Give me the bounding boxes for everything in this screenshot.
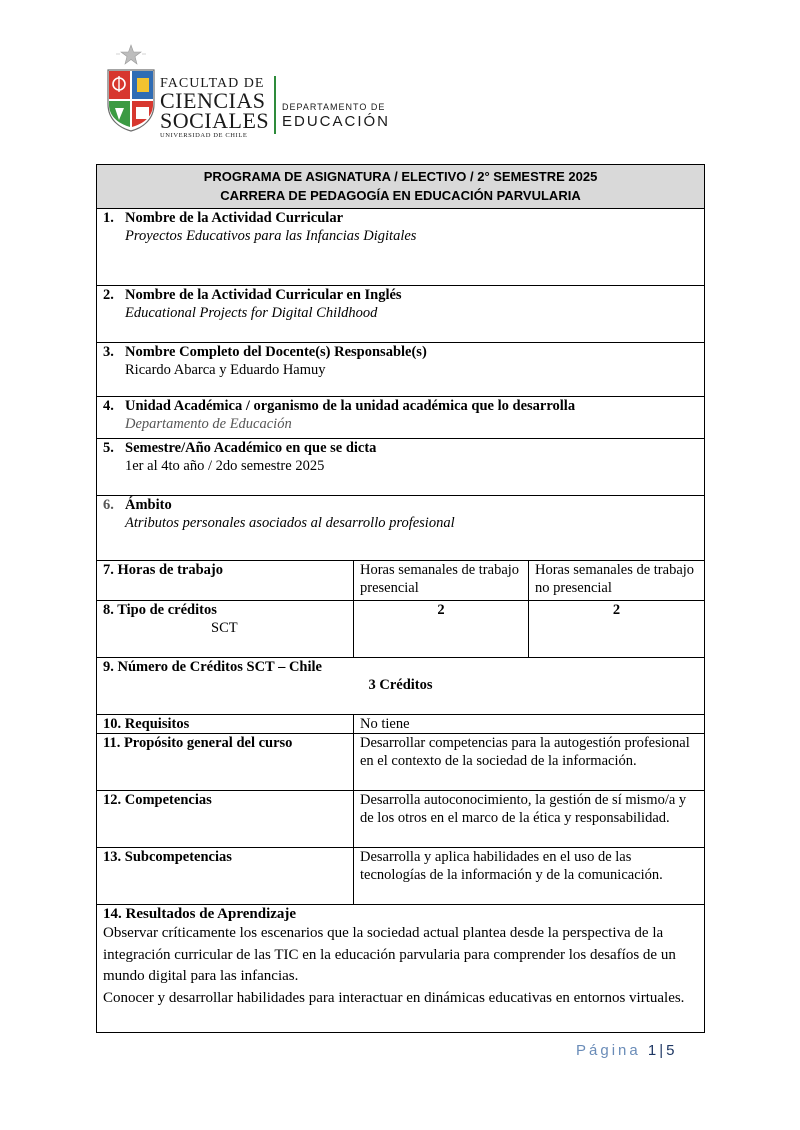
program-title: PROGRAMA DE ASIGNATURA / ELECTIVO / 2° SEMESTRE 2025 CARRERA DE PEDAGOGÍA EN EDUCACIÓN PARVULARIA (97, 165, 705, 209)
department-line-1: DEPARTAMENTO DE (282, 102, 386, 112)
outcomes-row (97, 905, 705, 1033)
credits-row (97, 658, 705, 715)
credits-label: 9. Número de Créditos SCT – Chile (103, 659, 322, 675)
subcompetencias-value: Desarrolla y aplica habilidades en el uso de las tecnologías de la información y de la comunicación. (354, 848, 705, 905)
section-3: 3. Nombre Completo del Docente(s) Responsable(s) Ricardo Abarca y Eduardo Hamuy (97, 343, 705, 397)
university-name: UNIVERSIDAD DE CHILE (160, 132, 248, 139)
section-5: 5. Semestre/Año Académico en que se dicta 1er al 4to año / 2do semestre 2025 (97, 439, 705, 496)
requisitos-value: No tiene (354, 715, 705, 734)
credit-type-label: 8. Tipo de créditos (103, 602, 217, 618)
section-4-label: Unidad Académica / organismo de la unidad académica que lo desarrolla (125, 398, 576, 414)
section-2-value: Educational Projects for Digital Childhood (125, 305, 378, 321)
crest-icon (106, 68, 156, 132)
credits-cell (97, 658, 705, 715)
section-1-label: Nombre de la Actividad Curricular (125, 210, 344, 226)
faculty-logo (106, 54, 406, 146)
section-4: 4. Unidad Académica / organismo de la unidad académica que lo desarrolla Departamento de Educación (97, 397, 705, 439)
faculty-line-3: SOCIALES (160, 108, 270, 133)
detail-row (97, 734, 705, 791)
outcomes-paragraph-2: Conocer y desarrollar habilidades para interactuar en dinámicas educativas en entornos virtuales. (103, 989, 685, 1006)
logo-divider (274, 76, 276, 134)
section-3-row (97, 343, 705, 397)
proposito-value: Desarrollar competencias para la autogestión profesional en el contexto de la sociedad de la información. (354, 734, 705, 791)
proposito-label: 11. Propósito general del curso (97, 734, 354, 791)
program-table (96, 164, 705, 1033)
section-1: 1. Nombre de la Actividad Curricular Proyectos Educativos para las Infancias Digitales (97, 209, 705, 286)
section-6-label: Ámbito (125, 497, 172, 513)
section-2-label: Nombre de la Actividad Curricular en Inglés (125, 287, 402, 303)
competencias-label: 12. Competencias (97, 791, 354, 848)
requisitos-label: 10. Requisitos (97, 715, 354, 734)
credit-type-cell (97, 601, 354, 658)
hours-label: 7. Horas de trabajo (97, 561, 354, 601)
hours-row (97, 561, 705, 601)
section-3-value: Ricardo Abarca y Eduardo Hamuy (125, 362, 326, 378)
detail-row (97, 791, 705, 848)
page-footer (576, 1042, 677, 1059)
detail-row (97, 715, 705, 734)
section-5-value: 1er al 4to año / 2do semestre 2025 (125, 458, 325, 474)
section-1-value: Proyectos Educativos para las Infancias Digitales (125, 228, 417, 244)
department-line-2: EDUCACIÓN (282, 113, 391, 130)
credit-type-row (97, 601, 705, 658)
hours-no-presencial-header: Horas semanales de trabajo no presencial (529, 561, 705, 601)
section-2-row (97, 286, 705, 343)
section-6-value: Atributos personales asociados al desarrollo profesional (125, 515, 455, 531)
section-6-row (97, 496, 705, 561)
title-row (97, 165, 705, 209)
section-4-row (97, 397, 705, 439)
page-number: 1 (647, 1042, 660, 1059)
section-5-row (97, 439, 705, 496)
section-2: 2. Nombre de la Actividad Curricular en Inglés Educational Projects for Digital Childhood (97, 286, 705, 343)
outcomes-paragraph-1: Observar críticamente los escenarios que la sociedad actual plantea desde la perspectiva de la integración curricular de las TIC en la educación parvularia para comprender los desafíos de un mundo digital para las infancias. (103, 925, 676, 984)
section-3-label: Nombre Completo del Docente(s) Responsable(s) (125, 344, 427, 360)
subcompetencias-label: 13. Subcompetencias (97, 848, 354, 905)
star-emblem-icon (114, 44, 148, 68)
detail-row (97, 848, 705, 905)
faculty-line-1: FACULTAD DE (160, 76, 265, 91)
page-total: 5 (666, 1042, 678, 1059)
page-separator: | (659, 1042, 667, 1059)
faculty-line-2: CIENCIAS (160, 88, 266, 113)
section-4-value: Departamento de Educación (125, 416, 292, 432)
competencias-value: Desarrolla autoconocimiento, la gestión de sí mismo/a y de los otros en el marco de la ética y responsabilidad. (354, 791, 705, 848)
credit-type-value: SCT (211, 620, 238, 636)
outcomes-cell (97, 905, 705, 1033)
hours-presencial-header: Horas semanales de trabajo presencial (354, 561, 529, 601)
outcomes-label: 14. Resultados de Aprendizaje (103, 906, 297, 922)
section-5-label: Semestre/Año Académico en que se dicta (125, 440, 377, 456)
section-1-row (97, 209, 705, 286)
page-word: Página (576, 1042, 641, 1059)
section-6: 6. Ámbito Atributos personales asociados al desarrollo profesional (97, 496, 705, 561)
hours-no-presencial-value: 2 (529, 601, 705, 658)
credits-value: 3 Créditos (368, 677, 433, 693)
hours-presencial-value: 2 (354, 601, 529, 658)
